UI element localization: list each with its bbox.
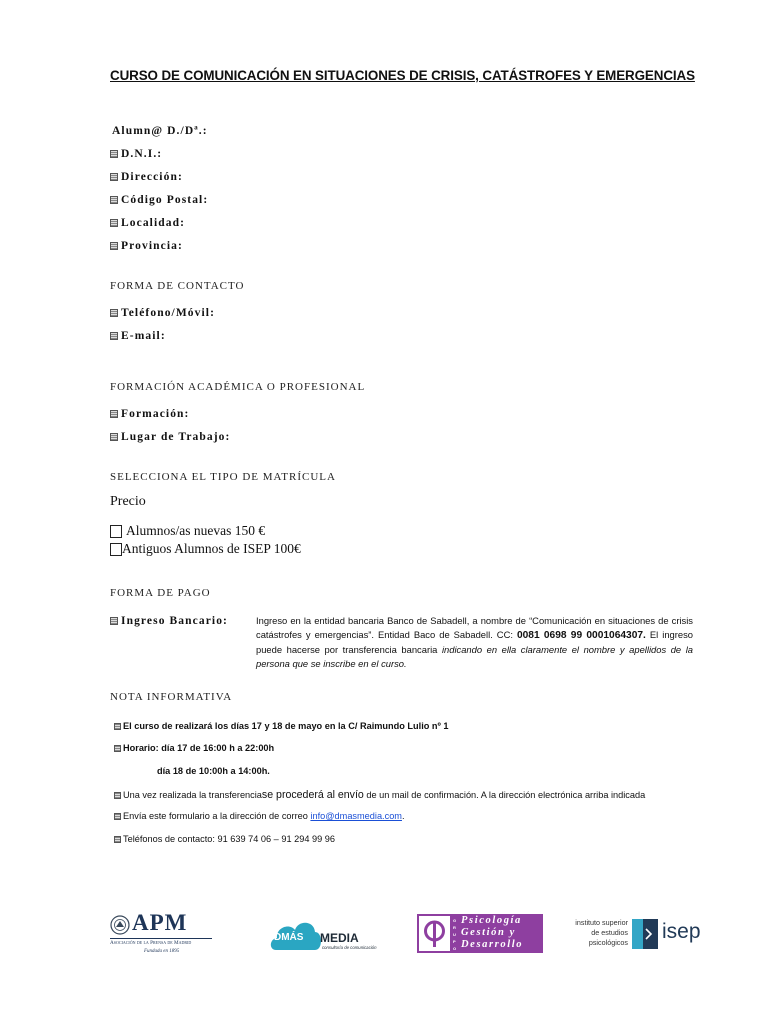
field-email-label: E-mail: xyxy=(121,330,166,342)
apm-logo-subtitle: Asociación de la Prensa de Madrid xyxy=(110,940,192,946)
note-line-formulario-text: Envía este formulario a la dirección de correo xyxy=(123,811,311,821)
checkbox-bullet-icon xyxy=(110,617,118,625)
isep-logo-description xyxy=(566,918,628,948)
dmasmedia-logo-name-a: DMÁS xyxy=(274,932,304,943)
option-antiguos-alumnos-label: Antiguos Alumnos de ISEP 100€ xyxy=(122,541,301,556)
field-localidad[interactable] xyxy=(110,217,185,229)
apm-seal-icon xyxy=(110,915,130,935)
payment-text-italic: indicando en ella claramente el nombre y apellidos de la persona que se inscribe en el curso. xyxy=(256,644,694,669)
isep-logo xyxy=(566,916,702,952)
checkbox-bullet-icon xyxy=(110,173,118,181)
checkbox-bullet-icon xyxy=(110,196,118,204)
field-formacion[interactable] xyxy=(110,408,189,420)
field-direccion-label: Dirección: xyxy=(121,171,183,183)
checkbox-bullet-icon xyxy=(110,150,118,158)
checkbox-bullet-icon xyxy=(114,792,121,799)
field-direccion[interactable] xyxy=(110,171,183,183)
note-line-formulario xyxy=(114,811,405,821)
note-line-transferencia-a: Una vez realizada la transferencia xyxy=(123,790,262,800)
note-line-formulario-end: . xyxy=(401,811,405,821)
field-provincia-label: Provincia: xyxy=(121,240,183,252)
note-line-telefonos-text: Teléfonos de contacto: 91 639 74 06 – 91 294 99 96 xyxy=(123,834,335,844)
field-ingreso-bancario-label: Ingreso Bancario: xyxy=(121,615,228,627)
field-ingreso-bancario xyxy=(110,615,228,627)
email-link[interactable]: info@dmasmedia.com xyxy=(310,811,402,821)
field-lugar-trabajo-label: Lugar de Trabajo: xyxy=(121,431,231,443)
note-line-horario-text: Horario: día 17 de 16:00 h a 22:00h xyxy=(123,743,275,753)
psicologia-logo-line-2: Gestión y xyxy=(461,927,516,938)
dmasmedia-logo-subtitle: consultoría de comunicación xyxy=(322,945,377,950)
document-title: CURSO DE COMUNICACIÓN EN SITUACIONES DE CRISIS, CATÁSTROFES Y EMERGENCIAS xyxy=(110,68,695,83)
field-codigo-postal[interactable] xyxy=(110,194,208,206)
isep-logo-name: isep xyxy=(662,920,701,943)
note-line-horario-2-text: día 18 de 10:00h a 14:00h. xyxy=(157,766,270,776)
field-localidad-label: Localidad: xyxy=(121,217,186,229)
precio-label: Precio xyxy=(110,494,146,509)
checkbox-bullet-icon xyxy=(110,219,118,227)
checkbox-bullet-icon xyxy=(110,309,118,317)
option-antiguos-alumnos[interactable] xyxy=(110,541,301,557)
payment-text-1: Ingreso en la entidad bancaria Banco de Sabadell, a nombre de “Comunicación en situaciones de crisis catástrofes y emergencias”. Entidad Baco de Sabadell. CC: xyxy=(256,615,693,640)
checkbox-bullet-icon xyxy=(114,813,121,820)
bank-account-number: 0081 0698 99 0001064307. xyxy=(516,630,646,641)
checkbox-bullet-icon xyxy=(114,723,121,730)
note-line-telefonos xyxy=(114,834,335,844)
checkbox[interactable] xyxy=(110,543,122,556)
field-dni[interactable] xyxy=(110,148,162,160)
isep-mark-icon xyxy=(632,919,658,949)
option-alumnos-nuevos-label: Alumnos/as nuevas 150 € xyxy=(126,523,266,538)
psicologia-logo-line-1: Psicología xyxy=(461,915,522,926)
note-line-horario xyxy=(114,743,274,753)
note-line-fecha xyxy=(114,721,449,731)
field-alumno-label: Alumn@ D./Dª.: xyxy=(112,125,208,137)
section-heading-contacto: FORMA DE CONTACTO xyxy=(110,280,245,292)
checkbox-bullet-icon xyxy=(110,410,118,418)
field-codigo-postal-label: Código Postal: xyxy=(121,194,209,206)
psicologia-logo-text xyxy=(461,915,523,951)
section-heading-pago: FORMA DE PAGO xyxy=(110,587,211,599)
apm-logo xyxy=(110,912,212,960)
checkbox-bullet-icon xyxy=(114,836,121,843)
field-provincia[interactable] xyxy=(110,240,183,252)
isep-desc-line-3: psicológicos xyxy=(588,938,628,947)
section-heading-matricula: SELECCIONA EL TIPO DE MATRÍCULA xyxy=(110,471,336,483)
note-line-horario-2 xyxy=(157,766,270,776)
field-alumno[interactable] xyxy=(112,125,208,137)
apm-logo-name: APM xyxy=(132,910,188,935)
apm-logo-founded: Fundada en 1895 xyxy=(144,949,180,954)
option-alumnos-nuevos[interactable] xyxy=(110,523,265,539)
payment-text-2: El ingreso puede hacerse por transferencia bancaria xyxy=(256,629,694,655)
section-heading-nota: NOTA INFORMATIVA xyxy=(110,691,233,703)
psicologia-emblem-icon xyxy=(422,919,447,948)
field-dni-label: D.N.I.: xyxy=(121,148,163,160)
dmasmedia-logo-name-b: MEDIA xyxy=(320,931,359,945)
field-lugar-trabajo[interactable] xyxy=(110,431,230,443)
psicologia-logo-line-3: Desarrollo xyxy=(461,939,524,950)
payment-instructions xyxy=(256,614,693,671)
note-line-fecha-text: El curso de realizará los días 17 y 18 de mayo en la C/ Raimundo Lulio nº 1 xyxy=(123,721,449,731)
psicologia-logo xyxy=(417,914,543,953)
isep-desc-line-2: de estudios xyxy=(591,928,628,937)
field-telefono[interactable] xyxy=(110,307,215,319)
psicologia-logo-grupo: GRUPO xyxy=(453,918,457,951)
checkbox-bullet-icon xyxy=(110,433,118,441)
field-email[interactable] xyxy=(110,330,166,342)
section-heading-formacion: FORMACIÓN ACADÉMICA O PROFESIONAL xyxy=(110,381,366,393)
field-formacion-label: Formación: xyxy=(121,408,190,420)
checkbox[interactable] xyxy=(110,525,122,538)
note-line-transferencia-b: se procederá al envío xyxy=(261,789,364,801)
dmasmedia-logo xyxy=(268,912,386,958)
isep-desc-line-1: instituto superior xyxy=(575,918,628,927)
note-line-transferencia-c: de un mail de confirmación. A la dirección electrónica arriba indicada xyxy=(363,790,646,800)
checkbox-bullet-icon xyxy=(110,242,118,250)
field-telefono-label: Teléfono/Móvil: xyxy=(121,307,216,319)
checkbox-bullet-icon xyxy=(110,332,118,340)
checkbox-bullet-icon xyxy=(114,745,121,752)
note-line-transferencia xyxy=(114,789,645,801)
